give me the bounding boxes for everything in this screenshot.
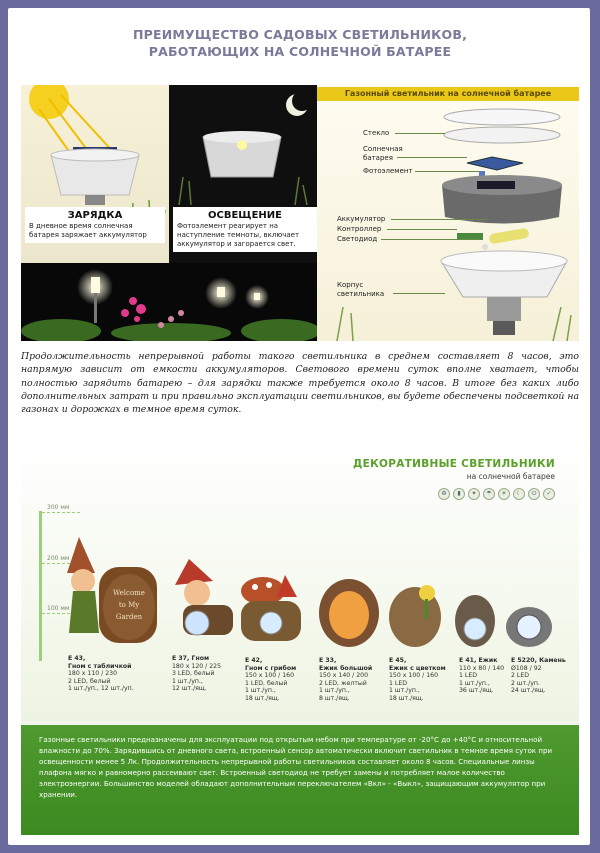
info-footer [21, 725, 579, 835]
battery-icon: ▮ [453, 488, 465, 500]
leader-battery [391, 219, 487, 220]
item-e45-dims: 150 х 100 / 160 [389, 672, 439, 680]
item-e42-pack: 1 шт./уп., [245, 687, 276, 695]
scale-100-label: 100 мм [47, 605, 70, 612]
item-e41-pack: 1 шт./уп., [459, 679, 490, 687]
leader-controller [387, 229, 457, 230]
height-scale [39, 511, 42, 661]
charging-text: В дневное время солнечная батарея заряжает аккумулятор [29, 222, 147, 239]
label-photocell: Фотоэлемент [363, 167, 413, 175]
lamp-exploded-view [317, 85, 579, 341]
title-line-2: РАБОТАЮЩИХ НА СОЛНЕЧНОЙ БАТАРЕЕ [148, 44, 452, 59]
lighting-photo [169, 85, 317, 263]
item-e5220-led: 2 LED [511, 672, 530, 680]
item-e33-pack: 1 шт./уп., [319, 687, 350, 695]
item-e45 [389, 657, 446, 703]
feature-icons [438, 488, 555, 500]
gnome-figure [169, 559, 239, 649]
leader-body [393, 293, 445, 294]
moon-icon: ☾ [513, 488, 525, 500]
item-e37-code: E 37, Гном [172, 655, 210, 662]
item-e37-led: 3 LED, белый [172, 670, 215, 678]
eco-icon: ♻ [438, 488, 450, 500]
item-e33 [319, 657, 372, 703]
led-icon: ✦ [468, 488, 480, 500]
item-e45-pack: 1 шт./уп., [389, 687, 420, 695]
night-garden-photo [21, 263, 317, 341]
item-e5220-code: E 5220, Камень [511, 657, 566, 664]
sign-text-garden: Garden [115, 613, 143, 621]
item-e42-led: 1 LED, белый [245, 679, 288, 687]
hedgehog-big-figure [317, 569, 381, 649]
item-e43-dims: 180 х 110 / 230 [68, 670, 118, 678]
rain-icon: ☂ [483, 488, 495, 500]
sun-icon [29, 85, 69, 119]
item-e5220 [511, 657, 566, 695]
item-e37 [172, 655, 221, 693]
item-e41-dims: 110 х 80 / 140 [459, 664, 505, 672]
item-e42-dims: 150 х 100 / 160 [245, 672, 295, 680]
sign-text-welcome: Welcome [113, 589, 145, 597]
item-e37-pack2: 12 шт./ящ. [172, 685, 207, 693]
label-controller: Контроллер [337, 225, 382, 233]
sign-text-to-my: to My [118, 601, 140, 609]
item-e45-led: 1 LED [389, 679, 408, 687]
leader-led [381, 239, 481, 240]
sun-icon: ☀ [498, 488, 510, 500]
item-e42-code: E 42, [245, 657, 263, 664]
stone-figure [505, 601, 553, 649]
item-e41-pack2: 36 шт./ящ. [459, 687, 494, 695]
catalog-subtitle: на солнечной батарее [466, 472, 555, 481]
catalog-panel [21, 441, 579, 835]
check-icon: ✓ [543, 488, 555, 500]
hedgehog-small-figure [453, 589, 497, 649]
item-e41 [459, 657, 504, 695]
leader-solar [397, 157, 467, 158]
title-line-1: ПРЕИМУЩЕСТВО САДОВЫХ СВЕТИЛЬНИКОВ, [132, 27, 468, 42]
item-e45-pack2: 18 шт./ящ. [389, 694, 424, 702]
item-e37-pack: 1 шт./уп., [172, 677, 203, 685]
item-e45-name: Ежик с цветком [389, 664, 446, 672]
leader-glass [395, 133, 445, 134]
charging-heading: ЗАРЯДКА [67, 210, 123, 221]
item-e5220-dims: Ø108 / 92 [511, 664, 542, 672]
catalog-title: ДЕКОРАТИВНЫЕ СВЕТИЛЬНИКИ [352, 458, 555, 470]
item-e5220-pack: 2 шт./уп. [511, 679, 540, 687]
lamp-diagram [317, 85, 579, 341]
item-e33-name: Ежик большой [319, 664, 373, 672]
page-title [0, 26, 600, 60]
item-e33-led: 2 LED, желтый [319, 679, 367, 687]
item-e42 [245, 657, 296, 703]
description-paragraph: Продолжительность непрерывной работы такого светильника в среднем составляет 8 часов, это напрямую зависит от емкости аккумуляторов. Светового времени суток вполне хватает, чтобы полностью зарядить батарею – для зарядки также требуется около 8 часов. В итоге без каких либо дополнительных затрат и при правильно эксплуатации светильников, вы будете обеспечены подсветкой на газонах и дорожках в темное время суток. [21, 351, 579, 416]
scale-300-label: 300 мм [47, 504, 70, 511]
item-e33-pack2: 8 шт./ящ. [319, 694, 350, 702]
leader-photocell [415, 171, 479, 172]
lighting-text: Фотоэлемент реагирует на наступление темноты, включает аккумулятор и загорается свет. [177, 222, 300, 248]
gnome-sign-figure [65, 537, 165, 649]
item-e41-led: 1 LED [459, 672, 478, 680]
info-footer-text: Газонные светильники предназначены для эксплуатации под открытым небом при температуре от -20°С до +40°С и относительной влажности до 70%. Зарядившись от дневного света, встроенный сенсор автоматически включит светильник в темное время суток при освещенности менее 5 Лк. Продолжительность непрерывной работы светильников составляет около 8 часов. Специальные линзы плафона мягко и равномерно рассеивают свет. Встроенный светодиод не требует замены и потребляет малое количество электроэнергии. Большинство моделей обладают дополнительным переключателем «Вкл» - «Выкл», защищающим аккумулятор при хранении. [39, 735, 553, 799]
item-e43-code: E 43, [68, 655, 86, 662]
lighting-caption [173, 207, 317, 252]
gnome-mushroom-figure [241, 575, 305, 649]
item-e33-code: E 33, [319, 657, 337, 664]
item-e33-dims: 150 х 140 / 200 [319, 672, 369, 680]
item-e37-dims: 180 х 120 / 225 [172, 662, 222, 670]
lighting-heading: ОСВЕЩЕНИЕ [208, 210, 282, 221]
scale-200-label: 200 мм [47, 555, 70, 562]
item-e42-pack2: 18 шт./ящ. [245, 694, 280, 702]
tick-300 [42, 512, 82, 513]
item-e43-name: Гном с табличкой [68, 662, 132, 670]
night-garden-illustration [21, 263, 317, 341]
label-solar-1: Солнечная [363, 145, 403, 153]
item-e45-code: E 45, [389, 657, 407, 664]
hedgehog-flower-figure [387, 571, 447, 649]
label-glass: Стекло [363, 129, 390, 137]
label-body-1: Корпус [337, 281, 364, 289]
switch-icon: ⏻ [528, 488, 540, 500]
item-e5220-pack2: 24 шт./ящ. [511, 687, 546, 695]
item-e42-name: Гном с грибом [245, 664, 297, 672]
charging-photo [21, 85, 169, 263]
charging-caption [25, 207, 165, 243]
item-e43-led: 2 LED, белый [68, 677, 111, 685]
item-e41-code: E 41, Ежик [459, 657, 498, 664]
item-e43-pack: 1 шт./уп., 12 шт./уп. [68, 685, 134, 693]
label-body-2: светильника [337, 290, 385, 298]
label-solar-2: батарея [363, 154, 393, 162]
diagram-title: Газонный светильник на солнечной батарее [317, 87, 579, 101]
item-e43 [68, 655, 134, 693]
label-led: Светодиод [337, 235, 378, 243]
label-battery: Аккумулятор [337, 215, 386, 223]
